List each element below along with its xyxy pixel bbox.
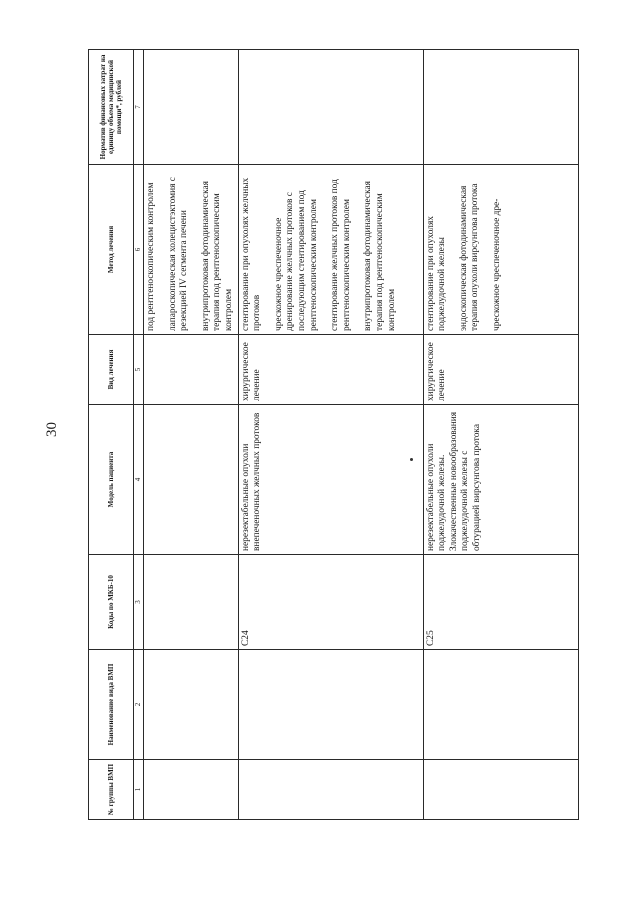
treatment-type: хирургическое лечение [238,335,423,405]
vmp-table-container [88,50,518,820]
header-vmp-name: Наименование вида ВМП [89,650,134,760]
header-treatment-method: Метод лечения [89,165,134,335]
header-patient-model: Модель пациента [89,405,134,555]
column-number: 5 [134,335,144,405]
column-number: 6 [134,165,144,335]
method-item: стентирование при опухолях желчных протоков [240,177,263,331]
patient-model: нерезектабельные опухоли поджелудочной железы. Злокачественные новообразования поджелудочной железы с обтурацией вирсунгова протока [423,405,578,555]
column-number-row [134,50,144,820]
method-cell [144,165,239,335]
header-mkb-codes: Коды по МКБ-10 [89,555,134,650]
method-item: внутрипротоковая фотодинамическая терапия под рентгеноскопическим контролем [200,181,234,331]
column-number: 1 [134,760,144,820]
vmp-table [88,49,579,820]
mkb-code: C24 [238,555,423,650]
method-item: чрескожное чреспеченочное дренирование желчных протоков с последующим стентированием под рентгеноскопическим контролем [273,190,319,331]
method-item: лапароскопическая холецистэктомия с резекцией IV сегмента печени [167,177,190,331]
page-number: 30 [44,422,60,437]
method-item: чрескожное чреспеченочное дре- [491,198,502,331]
column-number: 7 [134,50,144,165]
mkb-code: C25 [423,555,578,650]
column-number: 3 [134,555,144,650]
table-header-row [89,50,134,820]
column-number: 2 [134,650,144,760]
header-treatment-type: Вид лечения [89,335,134,405]
table-row [238,50,423,820]
method-cell [423,165,578,335]
method-item: стентирование при опухолях поджелудочной железы [425,216,448,331]
method-item: внутрипротоковая фотодинамическая терапия под рентгеноскопическим контролем [363,181,397,331]
treatment-type: хирургическое лечение [423,335,578,405]
header-group-number: № группы ВМП [89,760,134,820]
scan-speck [410,458,413,461]
header-financial-norm: Норматив финансовых затрат на единицу объема медицинской помощи*, рублей [89,50,134,165]
column-number: 4 [134,405,144,555]
method-item: эндоскопическая фотодинамическая терапия опухоли вирсунгова протока [458,183,481,331]
method-cell [238,165,423,335]
table-row [423,50,578,820]
patient-model: нерезектабельные опухоли внепеченочных желчных протоков [238,405,423,555]
table-row-continuation [144,50,239,820]
method-item: стентирование желчных протоков под рентгеноскопическим контролем [330,179,352,331]
method-item: под рентгеноскопическим контролем [146,182,156,331]
